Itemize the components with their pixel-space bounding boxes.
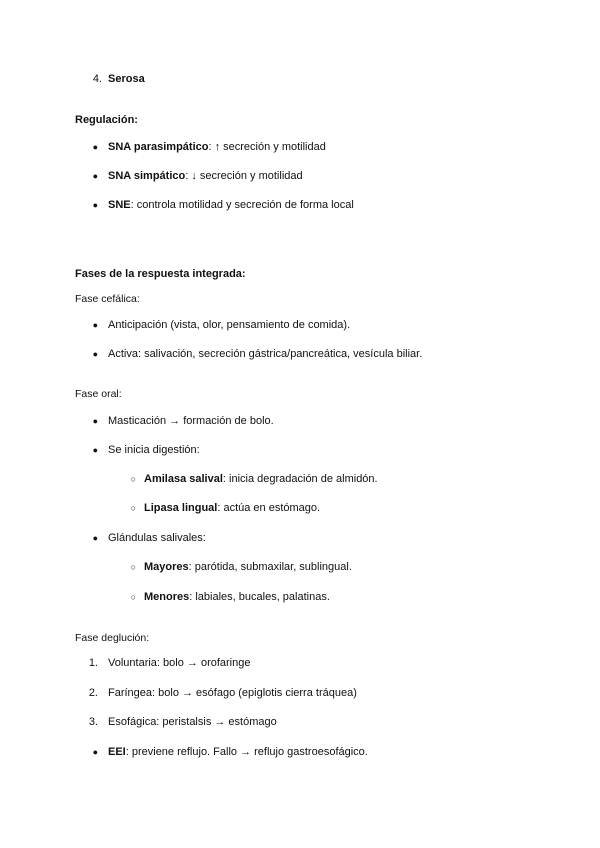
list-item-term: Menores [144,591,190,603]
list-item-text: : controla motilidad y secreción de forma local [130,199,354,211]
list-item-text: Faríngea: bolo → esófago (epiglotis cierra tráquea) [108,687,357,699]
list-item-text: : labiales, bucales, palatinas. [189,591,330,603]
bullet-icon [80,443,98,457]
section-heading-fases: Fases de la respuesta integrada: [75,268,246,280]
list-item-text: Se inicia digestión: [108,444,200,456]
list-number: 1. [88,657,98,669]
bullet-icon [80,198,98,212]
circle-bullet-icon [118,560,136,574]
bullet-icon [80,347,98,361]
list-item-text: Masticación → formación de bolo. [108,415,274,427]
bullet-icon [80,531,98,545]
list-item-text: Voluntaria: bolo → orofaringe [108,657,251,669]
list-item-text: : inicia degradación de almidón. [222,473,378,485]
bullet-icon [80,745,98,759]
list-item-text: : ↓ secreción y motilidad [185,170,303,182]
list-item-term: EEI [108,746,126,758]
list-item-text: : previene reflujo. Fallo → reflujo gastroesofágico. [125,746,368,758]
list-item-term: SNA simpático [108,170,186,182]
list-item-term: Lipasa lingual [144,502,218,514]
list-item-term: SNA parasimpático [108,141,209,153]
subsection-label-deglucion: Fase deglución: [75,632,150,644]
list-item-text: : parótida, submaxilar, sublingual. [188,561,352,573]
list-item-text: Activa: salivación, secreción gástrica/pancreática, vesícula biliar. [108,348,423,360]
list-item-text: Esofágica: peristalsis → estómago [108,716,277,728]
circle-bullet-icon [118,590,136,604]
section-heading-regulacion: Regulación: [75,114,138,126]
subsection-label-cefalica: Fase cefálica: [75,293,140,305]
list-item-term: Amilasa salival [144,473,223,485]
bullet-icon [80,318,98,332]
list-number: 3. [88,716,98,728]
list-item-text: Glándulas salivales: [108,532,206,544]
circle-bullet-icon [118,472,136,486]
circle-bullet-icon [118,501,136,515]
list-number: 2. [88,687,98,699]
list-item-text: : ↑ secreción y motilidad [208,141,326,153]
bullet-icon [80,140,98,154]
bullet-icon [80,169,98,183]
list-item-term: Mayores [144,561,189,573]
list-item-term: SNE [108,199,131,211]
list-item-text: Anticipación (vista, olor, pensamiento de comida). [108,319,351,331]
list-item-text: Serosa [108,73,145,85]
list-number: 4. [92,73,102,85]
bullet-icon [80,414,98,428]
subsection-label-oral: Fase oral: [75,388,122,400]
list-item-text: : actúa en estómago. [217,502,321,514]
